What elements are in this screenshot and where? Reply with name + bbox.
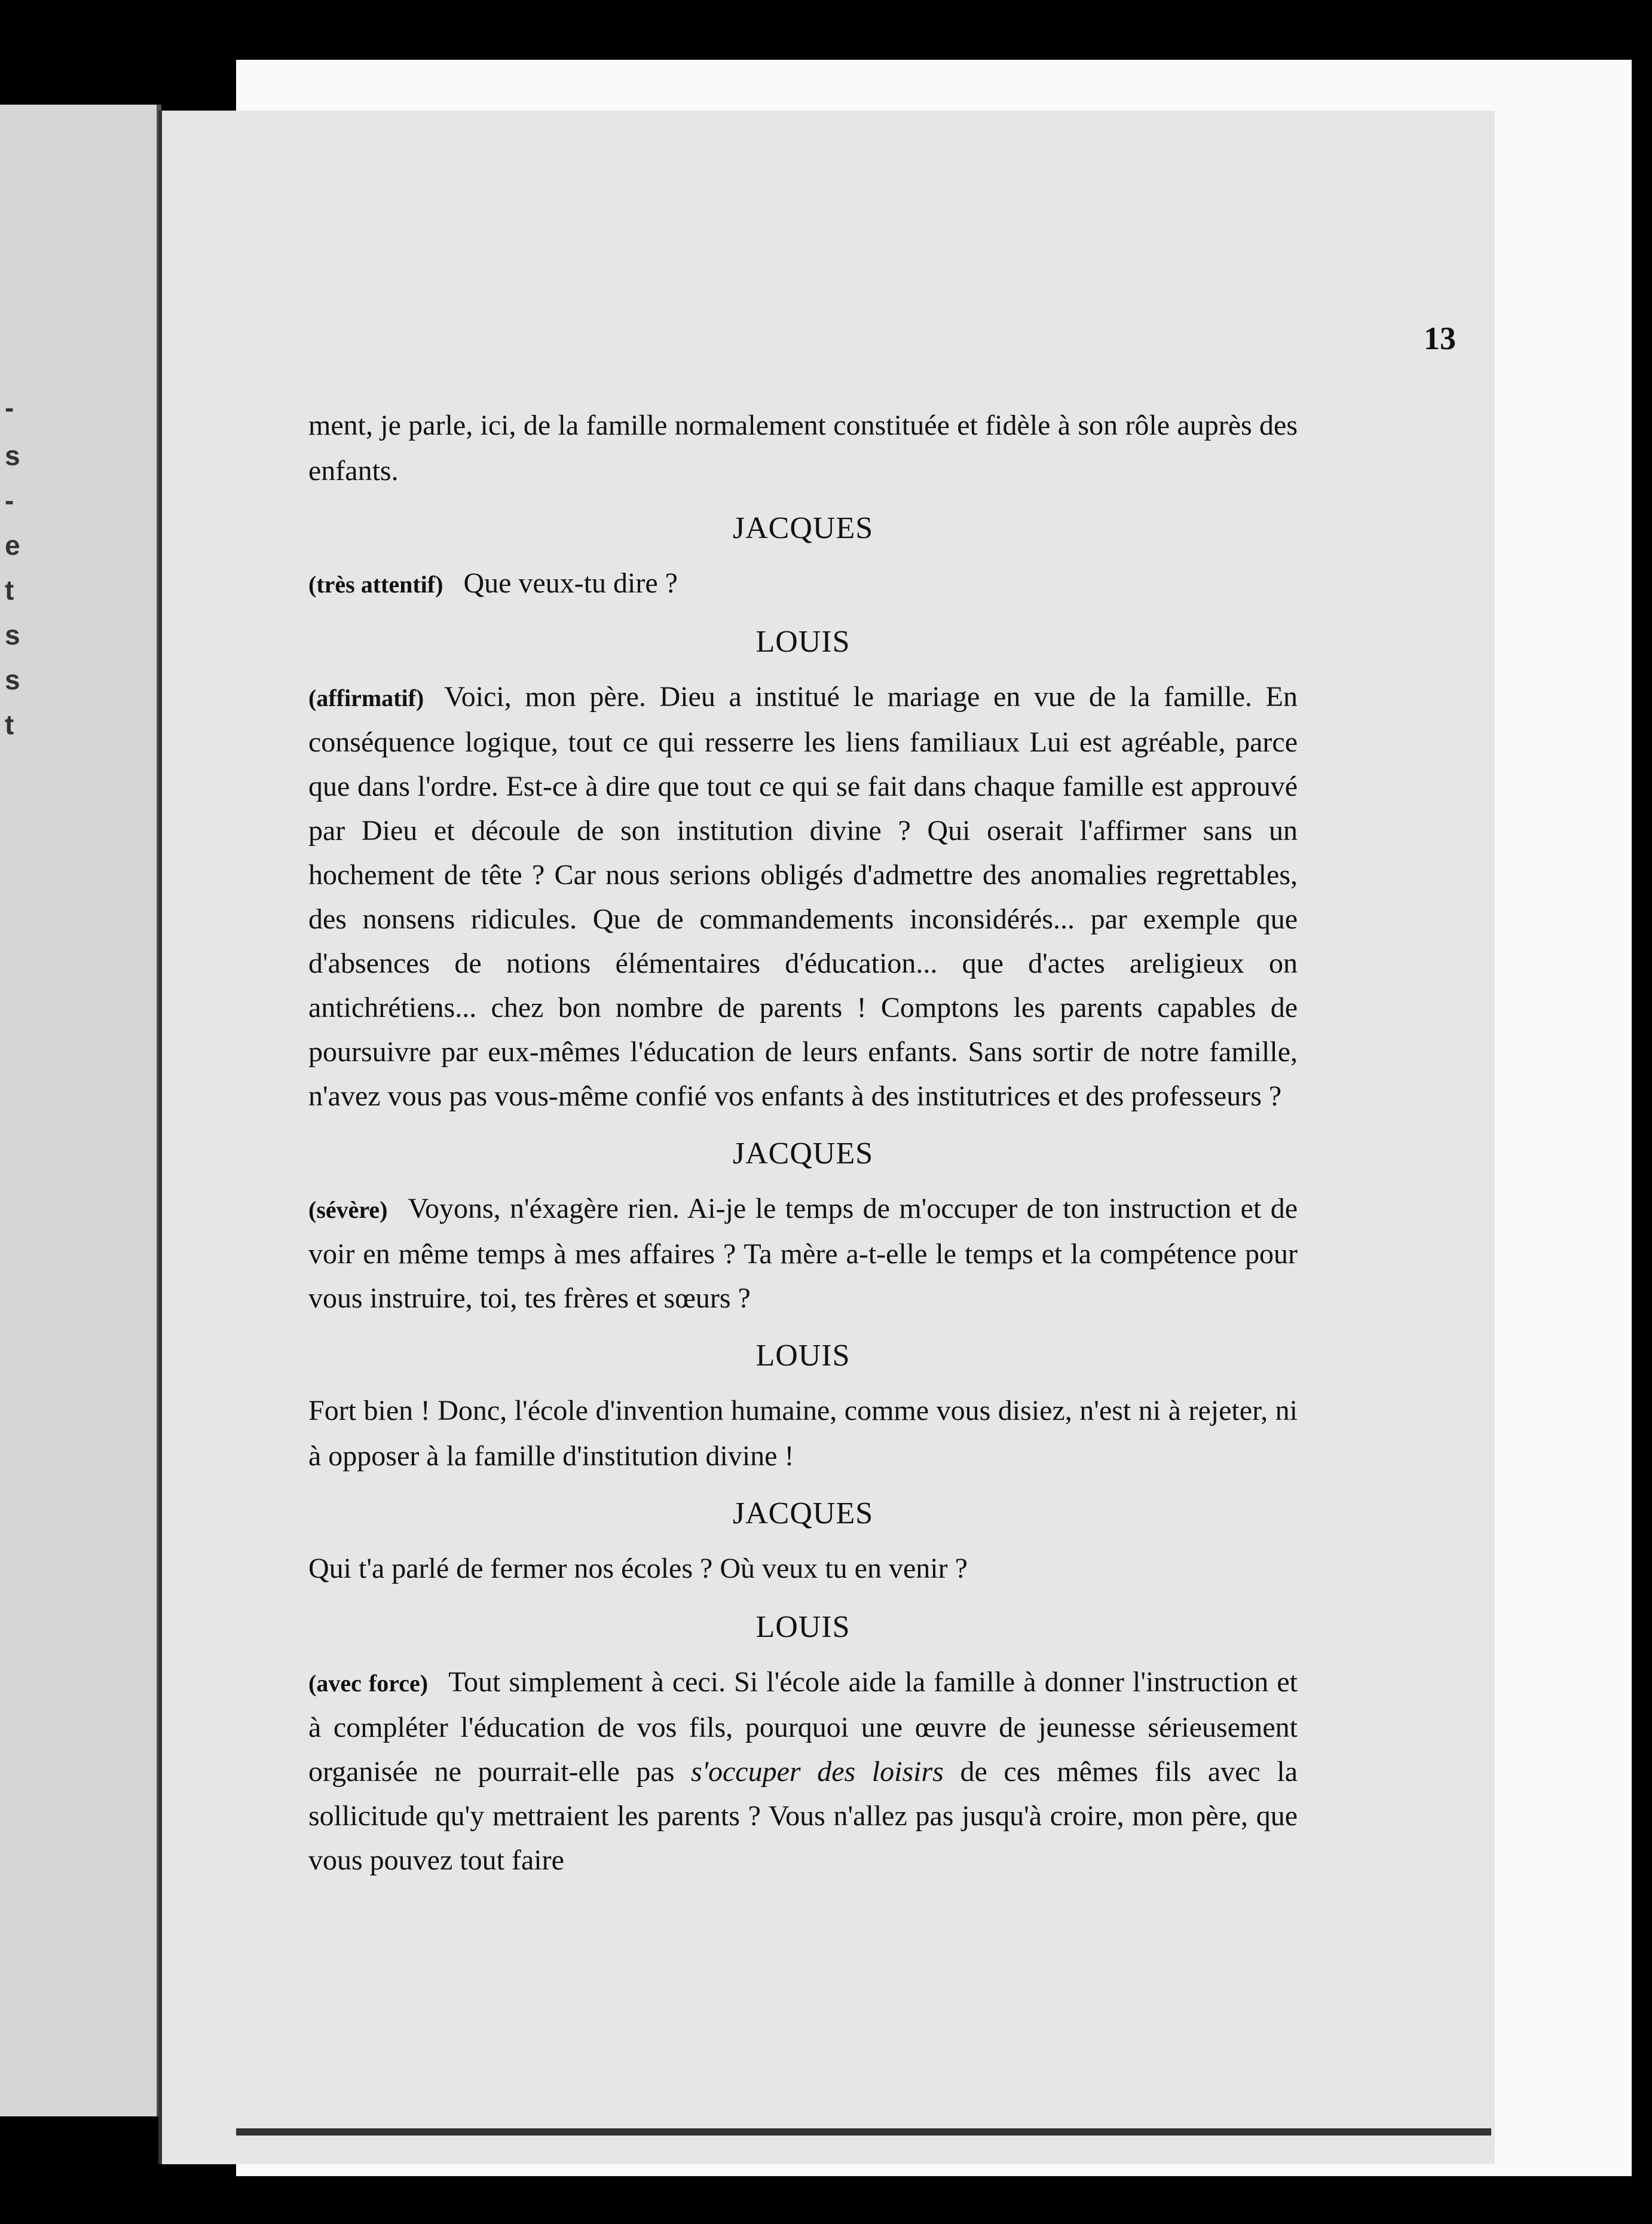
paragraph-text: Fort bien ! Donc, l'école d'invention humaine, comme vous disiez, n'est ni à rejeter, ni à opposer à la famille d'institution divine ! (308, 1395, 1298, 1472)
emphasized-text: s'occuper des loisirs (691, 1756, 944, 1788)
paragraph-text: ment, je parle, ici, de la famille normalement constituée et fidèle à son rôle auprès des enfants. (308, 410, 1298, 487)
paragraph (308, 404, 1298, 493)
margin-mark: s (5, 664, 20, 695)
stage-direction: (très attentif) (308, 571, 443, 598)
page-bottom-edge (236, 2128, 1491, 2136)
speaker-name: LOUIS (755, 1339, 851, 1373)
margin-mark: t (5, 575, 14, 606)
paragraph-text: Qui t'a parlé de fermer nos écoles ? Où veux tu en venir ? (308, 1553, 968, 1584)
margin-mark: t (5, 709, 14, 740)
left-facing-page (0, 105, 161, 2116)
paragraph (308, 561, 1298, 607)
margin-mark: s (5, 619, 20, 650)
paragraph-text: Voyons, n'éxagère rien. Ai-je le temps de m'occuper de ton instruction et de voir en même temps à mes affaires ? Ta mère a-t-elle le temps et la compétence pour vous instruire, toi, tes frères et sœurs ? (308, 1193, 1298, 1314)
margin-mark: - (5, 485, 14, 516)
paragraph (308, 1187, 1298, 1321)
stage-direction: (sévère) (308, 1196, 388, 1223)
stage-direction: (affirmatif) (308, 685, 424, 711)
paragraph (308, 1547, 1298, 1592)
margin-mark: s (5, 440, 20, 471)
book-page (158, 111, 1495, 2164)
paragraph (308, 1660, 1298, 1883)
page-number: 13 (1424, 320, 1456, 356)
speaker-name: JACQUES (732, 511, 874, 545)
paragraph (308, 1389, 1298, 1478)
speaker-name: JACQUES (732, 1496, 874, 1530)
speaker-name: LOUIS (755, 1610, 851, 1644)
margin-mark: - (5, 392, 14, 423)
margin-mark: e (5, 530, 20, 561)
paragraph-text: Que veux-tu dire ? (463, 567, 678, 599)
stage-direction: (avec force) (308, 1670, 429, 1697)
page-text (308, 404, 1298, 1883)
paragraph-text: Tout simplement à ceci. Si l'école aide la famille à donner l'instruction et à compléter l'éducation de vos fils, pourquoi une œuvre de jeunesse sérieusement organisée ne pourrait-elle pas (308, 1666, 1298, 1788)
speaker-name: JACQUES (732, 1137, 874, 1171)
speaker-name: LOUIS (755, 625, 851, 659)
paragraph-text: Voici, mon père. Dieu a institué le mariage en vue de la famille. En conséquence logique, tout ce qui resserre les liens familiaux Lui est agréable, parce que dans l'ordre. Est-ce à dire que tout ce qui se fait dans chaque famille est approuvé par Dieu et découle de son institution divine ? Qui oserait l'affirmer sans un hochement de tête ? Car nous serions obligés d'admettre des anomalies regrettables, des nonsens ridicules. Que de commandements inconsidérés... par exemple que d'absences de notions élémentaires d'éducation... que d'actes areligieux on antichrétiens... chez bon nombre de parents ! Comptons les parents capables de poursuivre par eux-mêmes l'éducation de leurs enfants. Sans sortir de notre famille, n'avez vous pas vous-même confié vos enfants à des institutrices et des professeurs ? (308, 681, 1298, 1112)
paragraph (308, 675, 1298, 1119)
paragraph-text: de ces mêmes fils avec la sollicitude qu'y mettraient les parents ? Vous n'allez pas jusqu'à croire, mon père, que vous pouvez tout faire (308, 1756, 1298, 1876)
